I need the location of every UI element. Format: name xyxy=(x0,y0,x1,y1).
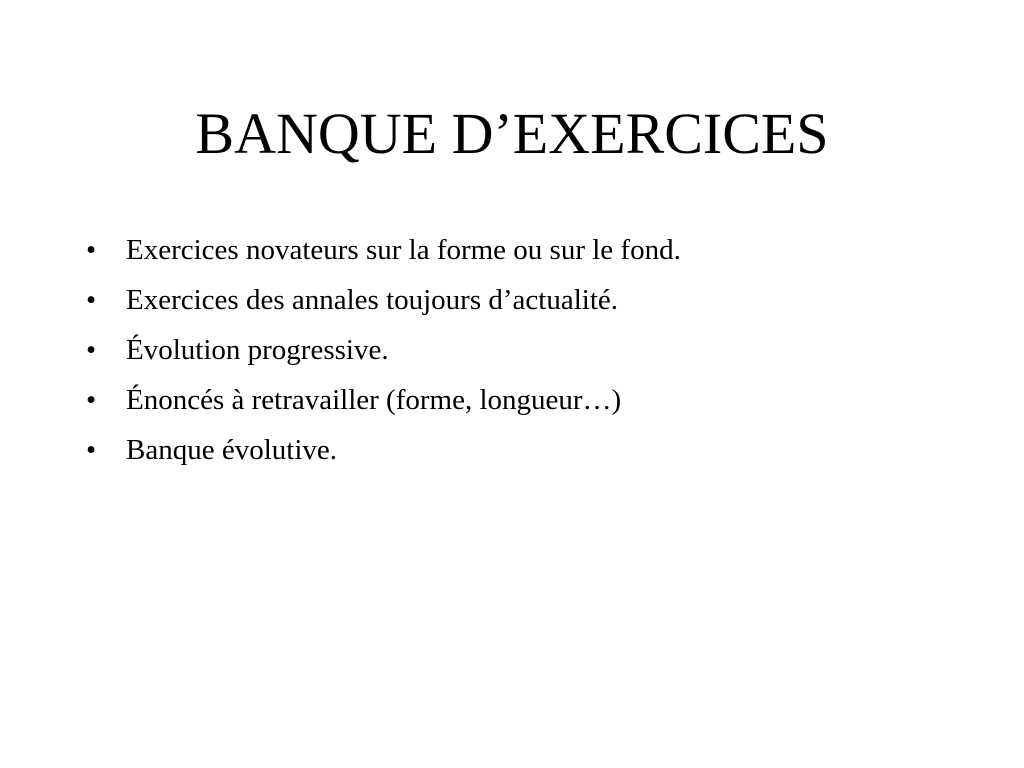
list-item xyxy=(86,228,966,278)
bullet-marker-icon: • xyxy=(86,334,97,366)
list-item xyxy=(86,428,966,478)
list-item xyxy=(86,328,966,378)
bullet-list xyxy=(86,228,966,478)
bullet-text: Énoncés à retravailler (forme, longueur…) xyxy=(126,384,622,416)
bullet-marker-icon: • xyxy=(86,284,97,316)
bullet-text: Exercices novateurs sur la forme ou sur le fond. xyxy=(126,234,681,266)
bullet-text: Exercices des annales toujours d’actualité. xyxy=(126,284,618,316)
list-item xyxy=(86,378,966,428)
bullet-marker-icon: • xyxy=(86,384,97,416)
bullet-text: Banque évolutive. xyxy=(126,434,338,466)
list-item xyxy=(86,278,966,328)
bullet-text: Évolution progressive. xyxy=(126,334,389,366)
bullet-marker-icon: • xyxy=(86,434,97,466)
slide-title: BANQUE D’EXERCICES xyxy=(195,101,829,166)
bullet-marker-icon: • xyxy=(86,234,97,266)
